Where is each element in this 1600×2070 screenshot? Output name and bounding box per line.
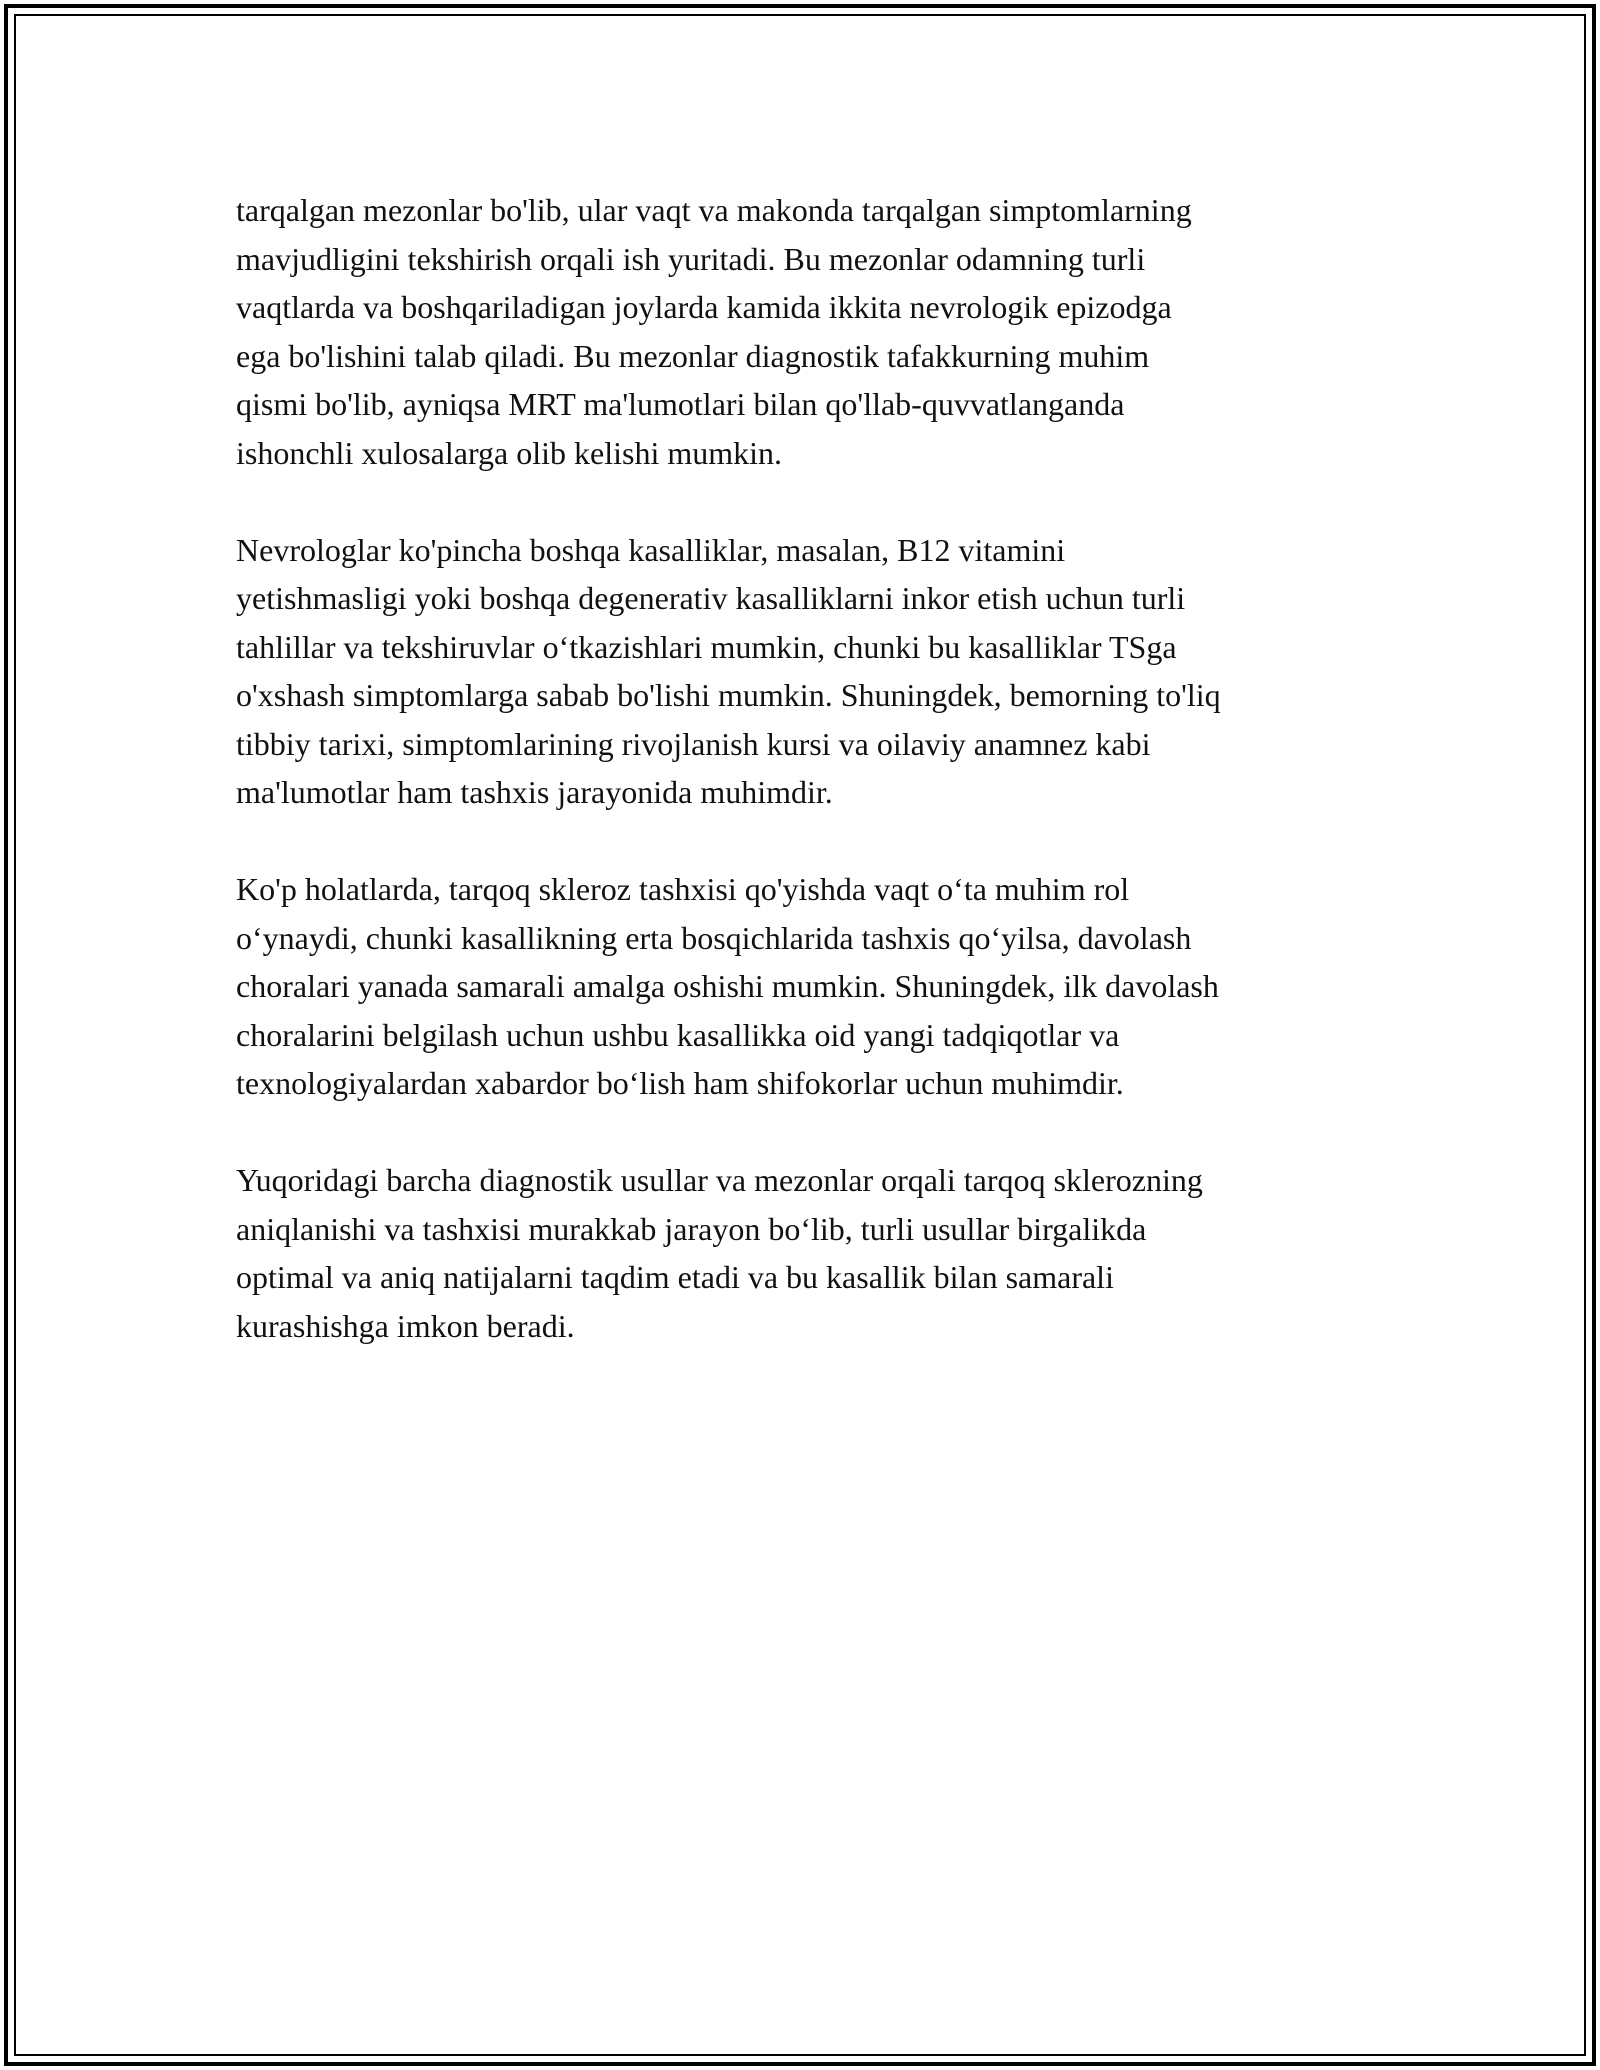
text-line: vaqtlarda va boshqariladigan joylarda kamida ikkita nevrologik epizodga xyxy=(236,289,1172,325)
text-line: ega bo'lishini talab qiladi. Bu mezonlar diagnostik tafakkurning muhim xyxy=(236,337,1150,374)
text-line: choralari yanada samarali amalga oshishi mumkin. Shuningdek, ilk davolash xyxy=(236,968,1219,1004)
text-line: mavjudligini tekshirish orqali ish yuritadi. Bu mezonlar odamning turli xyxy=(236,240,1146,277)
text-line: tarqalgan mezonlar bo'lib, ular vaqt va makonda tarqalgan simptomlarning xyxy=(236,192,1192,228)
text-line: tahlillar va tekshiruvlar o‘tkazishlari mumkin, chunki bu kasalliklar TSga xyxy=(236,628,1177,665)
text-line: aniqlanishi va tashxisi murakkab jarayon bo‘lib, turli usullar birgalikda xyxy=(236,1210,1147,1247)
text-line: Ko'p holatlarda, tarqoq skleroz tashxisi qo'yishda vaqt o‘ta muhim rol xyxy=(236,871,1130,907)
text-line: tibbiy tarixi, simptomlarining rivojlanish kursi va oilaviy anamnez kabi xyxy=(236,725,1151,762)
text-line: yetishmasligi yoki boshqa degenerativ kasalliklarni inkor etish uchun turli xyxy=(236,580,1186,616)
text-line: texnologiyalardan xabardor bo‘lish ham shifokorlar uchun muhimdir. xyxy=(236,1065,1124,1101)
paragraph-3 xyxy=(236,865,1376,1108)
text-line: ishonchli xulosalarga olib kelishi mumkin. xyxy=(236,434,783,471)
text-line: Yuqoridagi barcha diagnostik usullar va mezonlar orqali tarqoq sklerozning xyxy=(236,1162,1203,1198)
text-line: optimal va aniq natijalarni taqdim etadi va bu kasallik bilan samarali xyxy=(236,1259,1114,1295)
text-line: kurashishga imkon beradi. xyxy=(236,1307,575,1344)
text-line: ma'lumotlar ham tashxis jarayonida muhimdir. xyxy=(236,774,833,810)
text-line: o‘ynaydi, chunki kasallikning erta bosqichlarida tashxis qo‘yilsa, davolash xyxy=(236,919,1192,956)
paragraph-1 xyxy=(236,186,1376,477)
text-line: qismi bo'lib, ayniqsa MRT ma'lumotlari bilan qo'llab-quvvatlanganda xyxy=(236,386,1125,422)
text-line: choralarini belgilash uchun ushbu kasallikka oid yangi tadqiqotlar va xyxy=(236,1016,1120,1053)
text-line: o'xshash simptomlarga sabab bo'lishi mumkin. Shuningdek, bemorning to'liq xyxy=(236,677,1221,713)
document-body xyxy=(236,186,1376,1399)
paragraph-2 xyxy=(236,526,1376,817)
text-line: Nevrologlar ko'pincha boshqa kasalliklar, masalan, B12 vitamini xyxy=(236,531,1066,568)
paragraph-4 xyxy=(236,1156,1376,1350)
